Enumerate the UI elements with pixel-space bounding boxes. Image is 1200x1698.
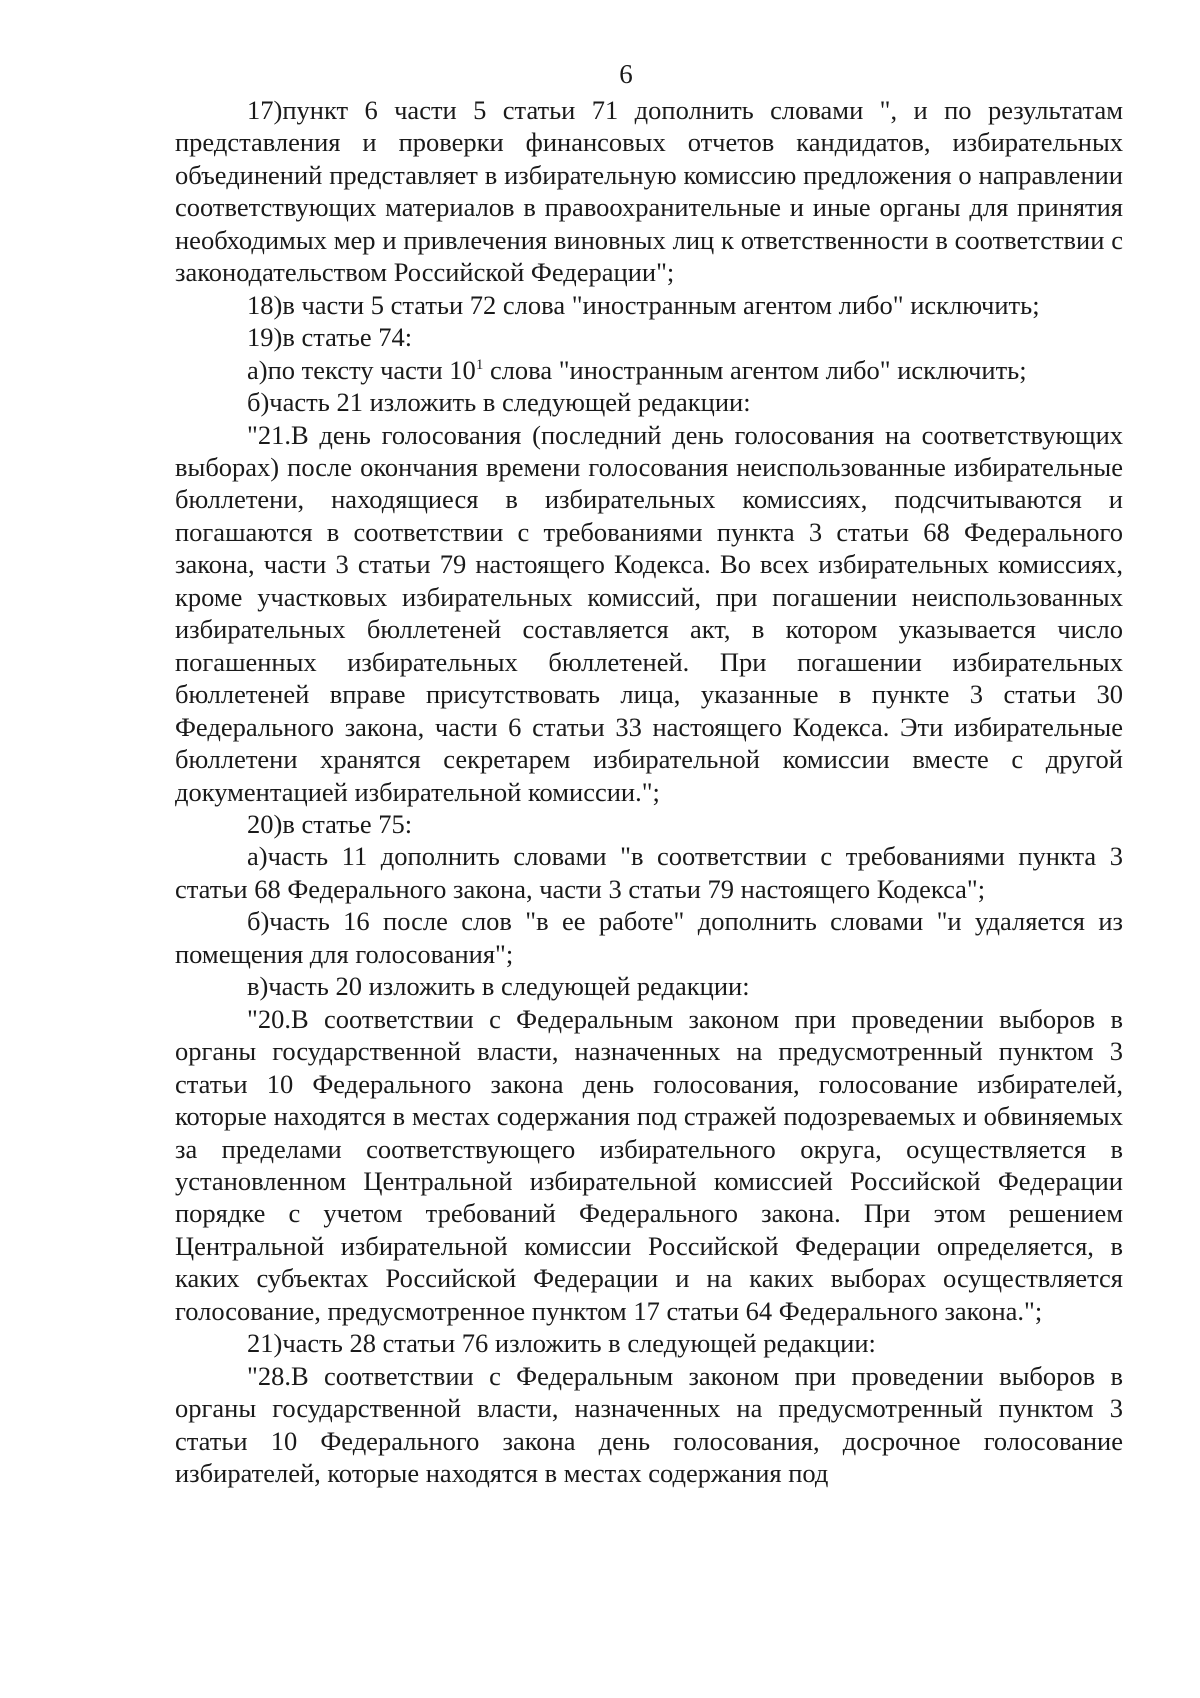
paragraph-item-17: 17)пункт 6 части 5 статьи 71 дополнить словами ", и по результатам представления и проверки финансовых отчетов кандидатов, избирательных объединений представляет в избирательную комиссию предложения о направлении соответствующих материалов в правоохранительные и иные органы для принятия необходимых мер и привлечения виновных лиц к ответственности в соответствии с законодательством Российской Федерации";	[175, 95, 1123, 288]
paragraph-item-19b: б)часть 21 изложить в следующей редакции:	[247, 387, 751, 418]
paragraph-item-18: 18)в части 5 статьи 72 слова "иностранным агентом либо" исключить;	[247, 289, 1040, 320]
paragraph-item-20: 20)в статье 75:	[247, 808, 413, 839]
paragraph-item-20b: б)часть 16 после слов "в ее работе" дополнить словами "и удаляется из помещения для голосования";	[175, 906, 1123, 969]
quoted-text-21: "21.В день голосования (последний день голосования на соответствующих выборах) после окончания времени голосования неиспользованные избирательные бюллетени, находящиеся в избирательных комиссиях, подсчитываются и погашаются в соответствии с требованиями пункта 3 статьи 68 Федерального закона, части 3 статьи 79 настоящего Кодекса. Во всех избирательных комиссиях, кроме участковых избирательных комиссий, при погашении неиспользованных избирательных бюллетеней составляется акт, в котором указывается число погашенных избирательных бюллетеней. При погашении избирательных бюллетеней вправе присутствовать лица, указанные в пункте 3 статьи 30 Федерального закона, части 6 статьи 33 настоящего Кодекса. Эти избирательные бюллетени хранятся секретарем избирательной комиссии вместе с другой документацией избирательной комиссии.";	[175, 419, 1123, 807]
page-number: 6	[619, 59, 633, 89]
paragraph-text: а)по тексту части 10	[247, 354, 476, 385]
superscript-index: 1	[475, 356, 484, 373]
paragraph-item-21: 21)часть 28 статьи 76 изложить в следующей редакции:	[247, 1328, 876, 1359]
paragraph-item-20a: а)часть 11 дополнить словами "в соответствии с требованиями пункта 3 статьи 68 Федерального закона, части 3 статьи 79 настоящего Кодекса";	[175, 841, 1123, 904]
paragraph-item-20v: в)часть 20 изложить в следующей редакции:	[247, 971, 750, 1002]
quoted-text-20: "20.В соответствии с Федеральным законом при проведении выборов в органы государственной власти, назначенных на предусмотренный пунктом 3 статьи 10 Федерального закона день голосования, голосование избирателей, которые находятся в местах содержания под стражей подозреваемых и обвиняемых за пределами соответствующего избирательного округа, осуществляется в установленном Центральной избирательной комиссией Российской Федерации порядке с учетом требований Федерального закона. При этом решением Центральной избирательной комиссии Российской Федерации определяется, в каких субъектах Российской Федерации и на каких выборах осуществляется голосование, предусмотренное пунктом 17 статьи 64 Федерального закона.";	[175, 1003, 1123, 1326]
document-body	[175, 94, 1123, 1489]
quoted-text-28: "28.В соответствии с Федеральным законом при проведении выборов в органы государственной власти, назначенных на предусмотренный пунктом 3 статьи 10 Федерального закона день голосования, досрочное голосование избирателей, которые находятся в местах содержания под	[175, 1360, 1123, 1489]
paragraph-text: слова "иностранным агентом либо" исключить;	[483, 354, 1027, 385]
paragraph-item-19a	[175, 354, 1123, 386]
paragraph-item-19: 19)в статье 74:	[247, 322, 413, 353]
